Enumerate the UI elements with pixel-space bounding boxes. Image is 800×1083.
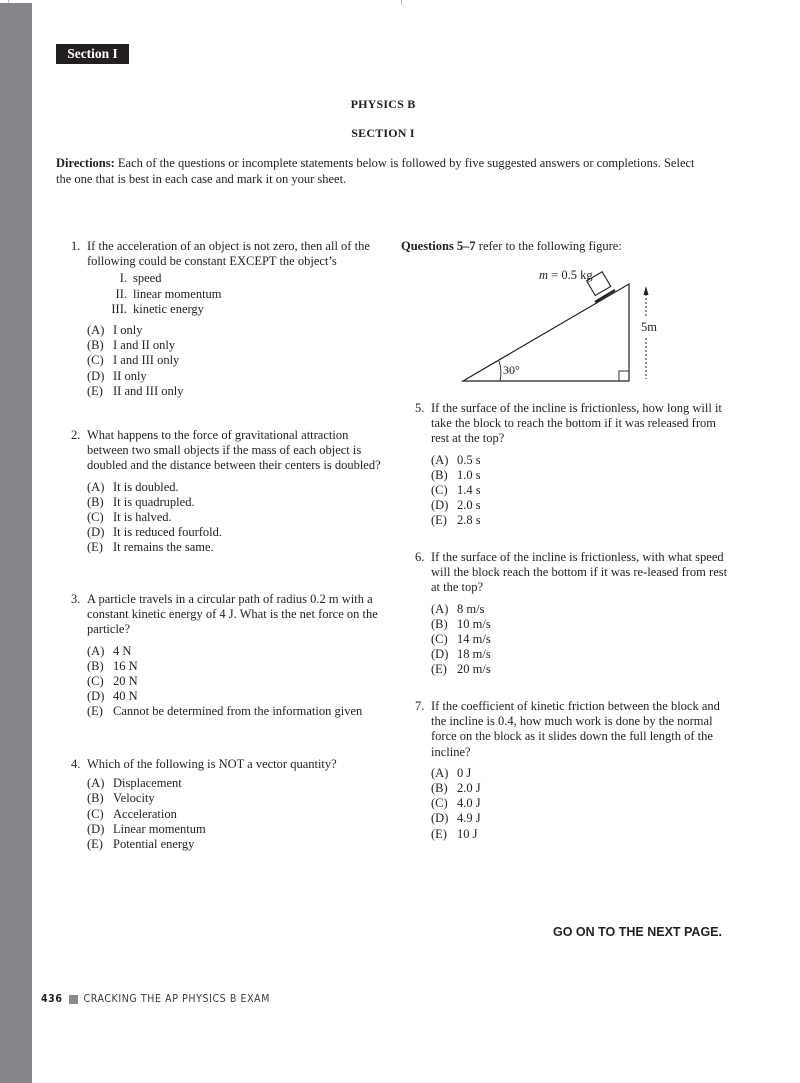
choice-letter: (A): [431, 452, 449, 467]
choice-text: 20 m/s: [457, 662, 491, 677]
question-2: [71, 428, 381, 556]
choice-text: It is quadrupled.: [113, 494, 195, 509]
section-title: SECTION I: [351, 126, 415, 140]
choice-letter: (B): [87, 494, 104, 509]
question-stem: If the acceleration of an object is not zero, then all of the following could be constant EXCEPT the object’s: [87, 239, 370, 269]
choice-text: It is halved.: [113, 510, 172, 525]
angle-arc: [499, 361, 501, 381]
choice-letter: (B): [431, 781, 448, 796]
answer-choice[interactable]: [87, 776, 381, 791]
choice-letter: (D): [87, 821, 105, 836]
answer-choices: [87, 776, 381, 852]
choice-text: 20 N: [113, 674, 138, 689]
answer-choice[interactable]: [87, 525, 381, 540]
choice-letter: (A): [431, 601, 449, 616]
choice-text: 16 N: [113, 658, 138, 673]
question-stem: Which of the following is NOT a vector quantity?: [87, 757, 337, 771]
choice-letter: (C): [431, 632, 448, 647]
choice-text: Potential energy: [113, 837, 195, 852]
choice-text: Acceleration: [113, 806, 177, 821]
answer-choice[interactable]: [431, 662, 730, 677]
refer-bold: Questions 5–7: [401, 239, 476, 253]
roman-text: kinetic energy: [133, 301, 204, 316]
choice-letter: (E): [87, 383, 103, 398]
answer-choice[interactable]: [431, 498, 730, 513]
question-1: [71, 239, 381, 399]
choice-letter: (A): [87, 323, 105, 338]
answer-choice[interactable]: [431, 617, 730, 632]
height-label: 5m: [641, 320, 657, 334]
choice-text: It is reduced fourfold.: [113, 525, 222, 540]
answer-choice[interactable]: [87, 510, 381, 525]
question-stem: If the surface of the incline is frictionless, with what speed will the block reach the bottom if it was re-leased from rest at the top?: [431, 550, 728, 595]
answer-choice[interactable]: [87, 323, 381, 338]
choice-letter: (B): [431, 467, 448, 482]
question-stem: If the surface of the incline is frictionless, how long will it take the block to reach the bottom if it was released from rest at the top?: [431, 401, 722, 446]
choice-letter: (B): [431, 616, 448, 631]
answer-choice[interactable]: [87, 791, 381, 806]
choice-letter: (C): [87, 674, 104, 689]
choice-letter: (C): [87, 806, 104, 821]
question-3: [71, 592, 381, 720]
answer-choice[interactable]: [431, 453, 730, 468]
answer-choice[interactable]: [87, 480, 381, 495]
answer-choice[interactable]: [431, 602, 730, 617]
answer-choice[interactable]: [87, 689, 365, 704]
roman-item: [101, 302, 381, 317]
choice-letter: (D): [87, 525, 105, 540]
answer-choice[interactable]: [431, 781, 730, 796]
block-contact-line: [595, 290, 615, 302]
go-on-notice: GO ON TO THE NEXT PAGE.: [552, 925, 722, 939]
answer-choice[interactable]: [87, 822, 381, 837]
answer-choice[interactable]: [431, 766, 730, 781]
choice-text: 4.9 J: [457, 811, 481, 826]
choice-text: 2.0 J: [457, 781, 481, 796]
choice-letter: (A): [87, 776, 105, 791]
section-tab: Section I: [56, 44, 129, 64]
choice-text: 2.0 s: [457, 498, 481, 513]
choice-text: 8 m/s: [457, 601, 485, 616]
choice-text: 10 J: [457, 826, 478, 841]
choice-text: II and III only: [113, 383, 184, 398]
choice-text: 14 m/s: [457, 632, 491, 647]
choice-text: It remains the same.: [113, 540, 214, 555]
mass-label: m = 0.5 kg: [539, 268, 593, 282]
roman-text: linear momentum: [133, 286, 222, 301]
answer-choice[interactable]: [431, 513, 730, 528]
choice-letter: (A): [87, 479, 105, 494]
answer-choices: [431, 766, 730, 842]
roman-options: [101, 271, 381, 317]
question-number: 6.: [415, 550, 425, 564]
answer-choice[interactable]: [87, 369, 381, 384]
answer-choice[interactable]: [87, 644, 365, 659]
choice-letter: (B): [87, 791, 104, 806]
question-6: [415, 550, 730, 678]
choice-text: I and III only: [113, 353, 180, 368]
choice-letter: (D): [87, 689, 105, 704]
figure-reference: [401, 239, 622, 254]
directions-label: Directions:: [56, 156, 115, 170]
choice-text: II only: [113, 368, 147, 383]
refer-text: refer to the following figure:: [475, 239, 622, 253]
subject-title: PHYSICS B: [350, 97, 416, 111]
choice-letter: (E): [87, 837, 103, 852]
choice-letter: (C): [431, 796, 448, 811]
roman-item: [101, 271, 381, 286]
question-number: 3.: [71, 592, 81, 606]
choice-letter: (C): [87, 510, 104, 525]
right-angle-marker: [619, 371, 629, 381]
footer-square-icon: [69, 995, 78, 1004]
choice-text: 18 m/s: [457, 647, 491, 662]
block: [587, 272, 611, 296]
answer-choice[interactable]: [87, 540, 381, 555]
answer-choice[interactable]: [87, 837, 381, 852]
choice-letter: (A): [87, 643, 105, 658]
choice-text: I and II only: [113, 338, 176, 353]
page-edge-bar: [0, 3, 32, 1083]
answer-choice[interactable]: [87, 659, 365, 674]
answer-choices: [87, 644, 365, 720]
choice-letter: (E): [431, 662, 447, 677]
question-number: 1.: [71, 239, 81, 253]
choice-letter: (E): [87, 540, 103, 555]
question-stem: A particle travels in a circular path of radius 0.2 m with a constant kinetic energy of 4 J. What is the net force on the particle?: [87, 592, 378, 637]
answer-choice[interactable]: [431, 483, 730, 498]
roman-item: [101, 287, 381, 302]
question-4: [71, 757, 381, 852]
question-number: 2.: [71, 428, 81, 442]
roman-numeral: II.: [115, 286, 127, 301]
answer-choice[interactable]: [87, 674, 365, 689]
choice-text: 1.4 s: [457, 483, 481, 498]
answer-choices: [87, 323, 381, 399]
angle-label: 30°: [503, 363, 520, 377]
answer-choice[interactable]: [431, 468, 730, 483]
choice-letter: (D): [431, 811, 449, 826]
choice-letter: (E): [87, 704, 103, 719]
choice-letter: (B): [87, 338, 104, 353]
roman-text: speed: [133, 271, 162, 286]
choice-text: 4 N: [113, 643, 132, 658]
choice-text: 10 m/s: [457, 616, 491, 631]
directions: [56, 155, 696, 187]
choice-letter: (E): [431, 826, 447, 841]
crop-mark: [401, 0, 402, 5]
choice-letter: (D): [87, 368, 105, 383]
choice-letter: (A): [431, 765, 449, 780]
page-footer: [41, 993, 270, 1005]
answer-choice[interactable]: [431, 632, 730, 647]
choice-letter: (C): [87, 353, 104, 368]
choice-text: 4.0 J: [457, 796, 481, 811]
directions-text: Each of the questions or incomplete statements below is followed by five suggested answers or completions. Select the one that is best in each case and mark it on your sheet.: [56, 156, 695, 186]
choice-letter: (E): [431, 513, 447, 528]
answer-choices: [87, 480, 381, 556]
choice-letter: (D): [431, 647, 449, 662]
choice-text: 0.5 s: [457, 452, 481, 467]
answer-choices: [431, 602, 730, 678]
choice-text: 0 J: [457, 765, 472, 780]
question-number: 7.: [415, 699, 425, 713]
page-number: 436: [41, 993, 63, 1005]
choice-text: It is doubled.: [113, 479, 179, 494]
answer-choice[interactable]: [431, 647, 730, 662]
answer-choice[interactable]: [431, 811, 730, 826]
choice-letter: (C): [431, 483, 448, 498]
question-7: [415, 699, 730, 842]
question-stem: What happens to the force of gravitational attraction between two small objects if the mass of each object is doubled and the distance between their centers is doubled?: [87, 428, 381, 473]
choice-text: Velocity: [113, 791, 155, 806]
answer-choice[interactable]: [87, 384, 381, 399]
question-number: 4.: [71, 757, 81, 771]
question-stem: If the coefficient of kinetic friction between the block and the incline is 0.4, how much work is done by the normal force on the block as it slides down the full length of the incline?: [431, 699, 720, 759]
arrow-head-icon: [644, 286, 649, 295]
answer-choice[interactable]: [87, 807, 381, 822]
choice-text: Cannot be determined from the information given: [113, 704, 363, 719]
book-title: CRACKING THE AP PHYSICS B EXAM: [83, 993, 270, 1005]
incline-triangle: [463, 284, 629, 381]
choice-letter: (D): [431, 498, 449, 513]
roman-numeral: I.: [119, 271, 127, 286]
choice-text: Linear momentum: [113, 821, 206, 836]
answer-choice[interactable]: [431, 796, 730, 811]
choice-text: I only: [113, 323, 143, 338]
choice-text: Displacement: [113, 776, 182, 791]
choice-text: 1.0 s: [457, 467, 481, 482]
answer-choice[interactable]: [87, 353, 381, 368]
choice-text: 40 N: [113, 689, 138, 704]
choice-text: 2.8 s: [457, 513, 481, 528]
roman-numeral: III.: [111, 301, 127, 316]
answer-choice[interactable]: [431, 827, 730, 842]
answer-choice[interactable]: [87, 495, 381, 510]
answer-choice[interactable]: [87, 704, 365, 719]
choice-letter: (B): [87, 658, 104, 673]
question-number: 5.: [415, 401, 425, 415]
answer-choices: [431, 453, 730, 529]
answer-choice[interactable]: [87, 338, 381, 353]
question-5: [415, 401, 730, 529]
